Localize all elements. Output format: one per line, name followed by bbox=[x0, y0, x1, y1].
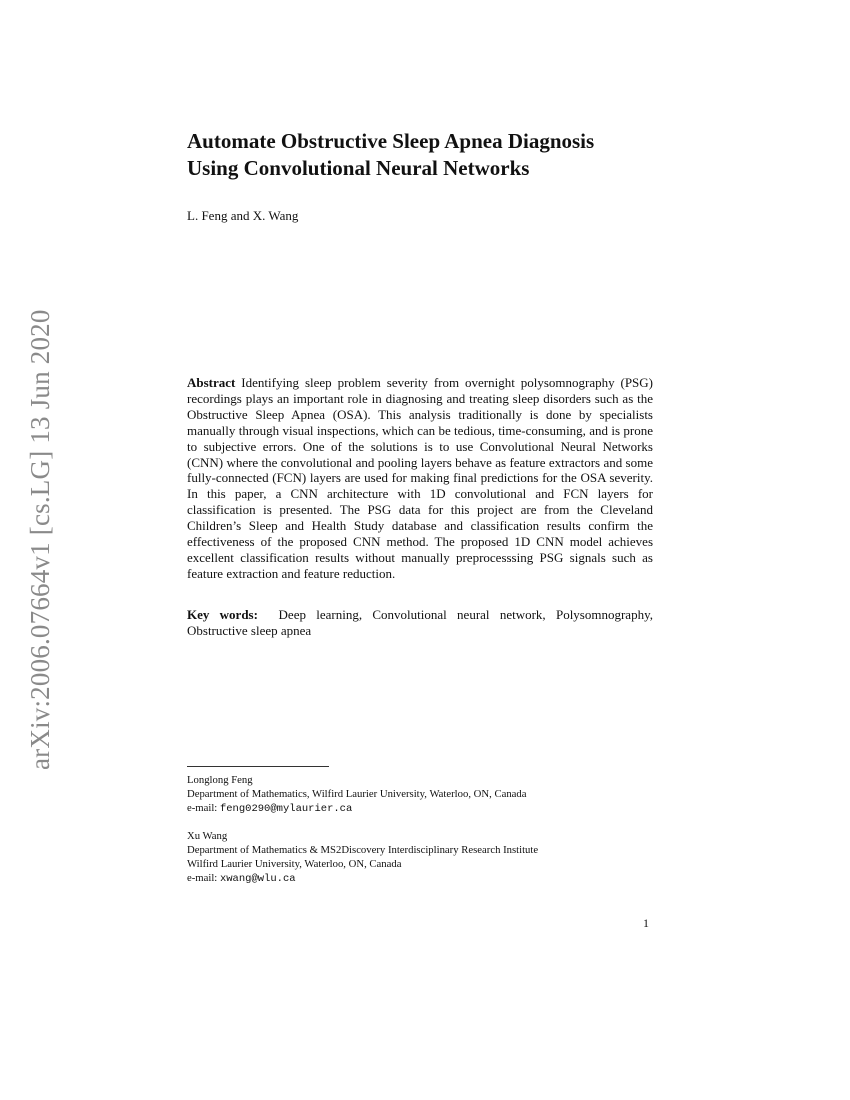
affiliation-feng bbox=[187, 773, 687, 816]
affiliation-wang bbox=[187, 829, 687, 886]
keywords-text: Deep learning, Convolutional neural network, Polysomnography, Obstructive sleep apnea bbox=[187, 607, 653, 638]
page-number: 1 bbox=[643, 916, 649, 930]
affiliation-email-line bbox=[187, 801, 687, 816]
email-address-wang[interactable]: xwang@wlu.ca bbox=[219, 873, 296, 885]
abstract-label: Abstract bbox=[187, 375, 236, 390]
footnote-divider bbox=[187, 766, 329, 767]
abstract bbox=[187, 375, 653, 582]
affiliation-department: Department of Mathematics & MS2Discovery Interdisciplinary Research Institute bbox=[187, 844, 539, 856]
affiliation-email-line bbox=[187, 871, 687, 886]
keywords bbox=[187, 607, 653, 639]
keywords-label: Key words: bbox=[187, 607, 258, 622]
email-label: e-mail: bbox=[187, 872, 218, 884]
title-line-1: Automate Obstructive Sleep Apnea Diagnosis bbox=[187, 129, 595, 153]
email-label: e-mail: bbox=[187, 802, 218, 814]
email-address-feng[interactable]: feng0290@mylaurier.ca bbox=[219, 803, 353, 815]
title-line-2: Using Convolutional Neural Networks bbox=[187, 156, 530, 180]
arxiv-identifier-stamp: arXiv:2006.07664v1 [cs.LG] 13 Jun 2020 bbox=[25, 309, 55, 771]
affiliation-name: Longlong Feng bbox=[187, 774, 253, 786]
author-list: L. Feng and X. Wang bbox=[187, 208, 299, 223]
affiliation-name: Xu Wang bbox=[187, 830, 228, 842]
affiliation-department: Department of Mathematics, Wilfird Laurier University, Waterloo, ON, Canada bbox=[187, 788, 527, 800]
paper-title bbox=[187, 128, 667, 182]
abstract-text: Identifying sleep problem severity from overnight polysomnography (PSG) recordings plays an important role in diagnosing and treating sleep disorders such as the Obstructive Sleep Apnea (OSA). This analysis traditionally is done by specialists manually through visual inspections, which can be tedious, time-consuming, and is prone to subjective errors. One of the solutions is to use Convolutional Neural Networks (CNN) where the convolutional and pooling layers behave as feature extractors and some fully-connected (FCN) layers are used for making final predictions for the OSA severity. In this paper, a CNN architecture with 1D convolutional and FCN layers for classification is presented. The PSG data for this project are from the Cleveland Children’s Sleep and Health Study database and classification results confirm the effectiveness of the proposed CNN method. The proposed 1D CNN model achieves excellent classification results without manually preprocesssing PSG signals such as feature extraction and feature reduction. bbox=[187, 375, 654, 581]
affiliation-institution: Wilfird Laurier University, Waterloo, ON, Canada bbox=[187, 858, 402, 870]
